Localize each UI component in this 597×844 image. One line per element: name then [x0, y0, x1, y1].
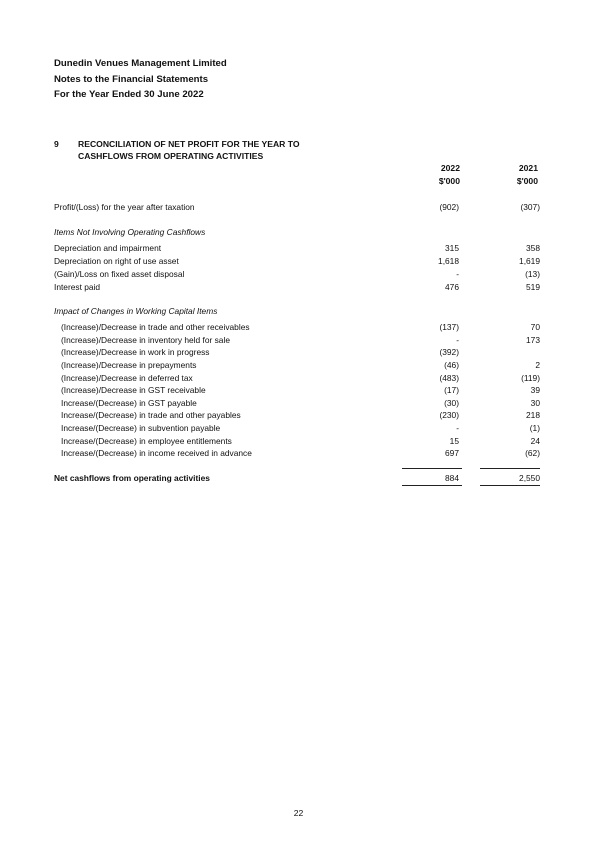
value-2022: (483) — [439, 373, 459, 383]
value-2021: 519 — [526, 282, 540, 292]
working-capital-heading: Impact of Changes in Working Capital Items — [54, 306, 218, 316]
table-row — [54, 422, 540, 434]
table-row — [54, 397, 540, 409]
page-number: 22 — [293, 808, 304, 818]
value-2022: (46) — [444, 360, 459, 370]
row-label: Increase/(Decrease) in employee entitlements — [61, 436, 232, 446]
value-2022: (30) — [444, 398, 459, 408]
row-label: (Increase)/Decrease in inventory held for sale — [61, 335, 230, 345]
table-row — [54, 321, 540, 333]
section-title-line-2: CASHFLOWS FROM OPERATING ACTIVITIES — [78, 150, 264, 161]
row-label: Depreciation and impairment — [54, 243, 162, 253]
column-unit-2022: $'000 — [438, 176, 460, 186]
column-year-2022: 2022 — [440, 163, 460, 173]
row-label: Increase/(Decrease) in subvention payable — [61, 423, 221, 433]
row-label: Increase/(Decrease) in income received in advance — [61, 448, 252, 458]
value-2022: (902) — [439, 202, 459, 212]
row-label: (Gain)/Loss on fixed asset disposal — [54, 269, 185, 279]
noncash-heading: Items Not Involving Operating Cashflows — [54, 227, 206, 237]
column-header-2021 — [478, 162, 538, 188]
total-value-2022: 884 — [445, 473, 459, 483]
value-2021: 39 — [530, 385, 540, 395]
document-header — [54, 56, 227, 103]
value-2022: 697 — [445, 448, 459, 458]
value-2022: 315 — [445, 243, 459, 253]
value-2021: (1) — [529, 423, 540, 433]
table-row — [54, 334, 540, 346]
value-2022: (137) — [439, 322, 459, 332]
value-2021: (307) — [520, 202, 540, 212]
table-row — [54, 384, 540, 396]
notes-title: Notes to the Financial Statements — [54, 73, 209, 85]
section-number: 9 — [54, 139, 59, 149]
value-2022: (17) — [444, 385, 459, 395]
total-top-rule-2021 — [480, 468, 540, 469]
section-title — [78, 139, 378, 162]
table-row — [54, 447, 540, 459]
company-name: Dunedin Venues Management Limited — [54, 58, 227, 69]
value-2022: - — [456, 269, 459, 279]
table-row — [54, 242, 540, 254]
row-label: Interest paid — [54, 282, 101, 292]
table-row — [54, 372, 540, 384]
value-2021: 1,619 — [519, 256, 540, 266]
value-2022: - — [456, 423, 459, 433]
row-label: (Increase)/Decrease in deferred tax — [61, 373, 193, 383]
column-year-2021: 2021 — [518, 163, 538, 173]
profit-row — [54, 201, 540, 213]
total-row — [54, 472, 540, 484]
total-bottom-rule-2022 — [402, 485, 462, 486]
value-2021: 218 — [526, 410, 540, 420]
row-label: Profit/(Loss) for the year after taxation — [54, 202, 195, 212]
row-label: (Increase)/Decrease in trade and other receivables — [61, 322, 250, 332]
table-row — [54, 281, 540, 293]
value-2021: 173 — [526, 335, 540, 345]
value-2021: 70 — [530, 322, 540, 332]
table-row — [54, 409, 540, 421]
row-label: Increase/(Decrease) in trade and other payables — [61, 410, 241, 420]
row-label: (Increase)/Decrease in GST receivable — [61, 385, 206, 395]
value-2021: 30 — [530, 398, 540, 408]
value-2022: (230) — [439, 410, 459, 420]
value-2022: 1,618 — [438, 256, 459, 266]
table-row — [54, 435, 540, 447]
row-label: (Increase)/Decrease in work in progress — [61, 347, 210, 357]
value-2022: (392) — [439, 347, 459, 357]
value-2021: (119) — [521, 373, 540, 383]
table-row — [54, 255, 540, 267]
table-row — [54, 268, 540, 280]
total-top-rule-2022 — [402, 468, 462, 469]
value-2021: 2 — [535, 360, 540, 370]
value-2021: 358 — [526, 243, 540, 253]
row-label: (Increase)/Decrease in prepayments — [61, 360, 197, 370]
column-unit-2021: $'000 — [516, 176, 538, 186]
total-bottom-rule-2021 — [480, 485, 540, 486]
column-header-2022 — [400, 162, 460, 188]
row-label: Depreciation on right of use asset — [54, 256, 179, 266]
value-2021: (62) — [525, 448, 540, 458]
value-2021: 24 — [530, 436, 540, 446]
period-title: For the Year Ended 30 June 2022 — [54, 89, 204, 100]
table-row — [54, 346, 540, 358]
total-label: Net cashflows from operating activities — [54, 473, 210, 483]
section-title-line-1: RECONCILIATION OF NET PROFIT FOR THE YEAR TO — [78, 139, 300, 149]
total-value-2021: 2,550 — [519, 473, 540, 483]
row-label: Increase/(Decrease) in GST payable — [61, 398, 197, 408]
value-2022: 15 — [449, 436, 459, 446]
value-2022: 476 — [445, 282, 459, 292]
table-row — [54, 359, 540, 371]
value-2021: (13) — [525, 269, 540, 279]
value-2022: - — [456, 335, 459, 345]
